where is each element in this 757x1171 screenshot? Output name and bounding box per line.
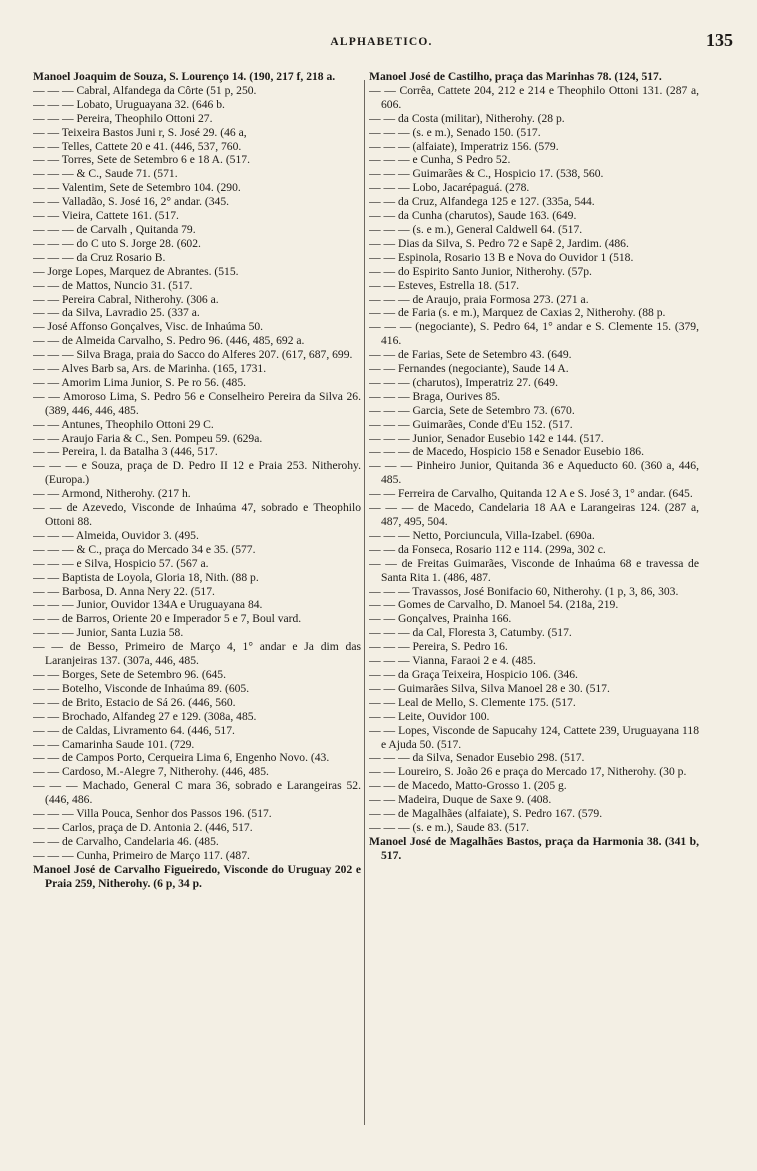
- directory-entry: — — — Travassos, José Bonifacio 60, Nitherohy. (1 p, 3, 86, 303.: [369, 584, 679, 598]
- directory-entry: — — da Fonseca, Rosario 112 e 114. (299a, 302 c.: [369, 542, 606, 556]
- directory-entry: — — — Netto, Porciuncula, Villa-Izabel. (690a.: [369, 528, 595, 542]
- directory-entry: — — Brochado, Alfandeg 27 e 129. (308a, 485.: [33, 709, 257, 723]
- directory-entry: — — do Espirito Santo Junior, Nitherohy. (57p.: [369, 264, 592, 278]
- directory-entry: — — Gonçalves, Prainha 166.: [369, 612, 512, 626]
- directory-entry: — — — de Araujo, praia Formosa 273. (271 a.: [369, 292, 589, 306]
- directory-entry: — — Barbosa, D. Anna Nery 22. (517.: [33, 584, 215, 598]
- directory-entry: — — — e Souza, praça de D. Pedro II 12 e Praia 253. Nitherohy. (Europa.): [33, 459, 361, 487]
- directory-entry: — — de Magalhães (alfaiate), S. Pedro 167. (579.: [369, 807, 603, 821]
- page-number: 135: [706, 30, 733, 50]
- directory-entry: — — de Mattos, Nuncio 31. (517.: [33, 278, 193, 292]
- directory-entry: — — Torres, Sete de Setembro 6 e 18 A. (517.: [33, 153, 250, 167]
- directory-entry: — José Affonso Gonçalves, Visc. de Inhaúma 50.: [33, 320, 264, 334]
- directory-entry: — — — & C., praça do Mercado 34 e 35. (577.: [33, 542, 256, 556]
- directory-entry: — — Vieira, Cattete 161. (517.: [33, 209, 179, 223]
- directory-entry: — — da Costa (militar), Nitherohy. (28 p.: [369, 111, 565, 125]
- directory-entry: — — de Faria (s. e m.), Marquez de Caxias 2, Nitherohy. (88 p.: [369, 306, 666, 320]
- running-title: ALPHABETICO.: [330, 36, 433, 48]
- directory-entry: — — Gomes de Carvalho, D. Manoel 54. (218a, 219.: [369, 598, 619, 612]
- directory-entry: — — — de Carvalh , Quitanda 79.: [33, 222, 196, 236]
- directory-entry: — — — Villa Pouca, Senhor dos Passos 196. (517.: [33, 807, 272, 821]
- directory-entry: — — de Brito, Estacio de Sá 26. (446, 560.: [33, 695, 236, 709]
- directory-entry: — — Leal de Mello, S. Clemente 175. (517.: [369, 695, 576, 709]
- directory-entry: — — de Carvalho, Candelaria 46. (485.: [33, 834, 219, 848]
- directory-entry: — — — (s. e m.), General Caldwell 64. (517.: [369, 222, 583, 236]
- directory-entry: — — — (charutos), Imperatriz 27. (649.: [369, 375, 558, 389]
- directory-entry: Manoel Joaquim de Souza, S. Lourenço 14. (190, 217 f, 218 a.: [33, 70, 336, 83]
- column-divider: [364, 80, 365, 1125]
- directory-entry: — — Camarinha Saude 101. (729.: [33, 737, 195, 751]
- directory-entry: — — Fernandes (negociante), Saude 14 A.: [369, 362, 569, 376]
- left-column: [33, 70, 361, 1160]
- directory-entry: — Jorge Lopes, Marquez de Abrantes. (515.: [33, 264, 239, 278]
- directory-entry: — — Araujo Faria & C., Sen. Pompeu 59. (629a.: [33, 431, 263, 445]
- directory-entry: — — da Cruz, Alfandega 125 e 127. (335a, 544.: [369, 195, 595, 209]
- directory-entry: — — Teixeira Bastos Juni r, S. José 29. (46 a,: [33, 125, 247, 139]
- directory-entry: — — — Braga, Ourives 85.: [369, 389, 501, 403]
- directory-entry: — — — da Cruz Rosario B.: [33, 250, 166, 264]
- directory-entry: — — da Graça Teixeira, Hospicio 106. (346.: [369, 667, 578, 681]
- directory-entry: — — — Pereira, S. Pedro 16.: [369, 640, 508, 654]
- directory-entry: — — — (alfaiate), Imperatriz 156. (579.: [369, 139, 559, 153]
- directory-entry: — — Alves Barb sa, Ars. de Marinha. (165, 1731.: [33, 362, 267, 376]
- directory-entry: — — Borges, Sete de Setembro 96. (645.: [33, 667, 226, 681]
- directory-entry: — — Pereira, l. da Batalha 3 (446, 517.: [33, 445, 218, 459]
- directory-entry: — — Telles, Cattete 20 e 41. (446, 537, 760.: [33, 139, 242, 153]
- directory-entry: — — Loureiro, S. João 26 e praça do Mercado 17, Nitherohy. (30 p.: [369, 765, 687, 779]
- directory-entry: — — da Cunha (charutos), Saude 163. (649.: [369, 209, 577, 223]
- directory-entry: — — — de Macedo, Hospicio 158 e Senador Eusebio 186.: [369, 445, 644, 459]
- directory-entry: — — — Cabral, Alfandega da Côrte (51 p, 250.: [33, 83, 257, 97]
- directory-entry: — — de Farias, Sete de Setembro 43. (649.: [369, 348, 572, 362]
- directory-entry: — — Ferreira de Carvalho, Quitanda 12 A e S. José 3, 1° andar. (645.: [369, 487, 693, 501]
- directory-entry: — — — Junior, Santa Luzia 58.: [33, 626, 184, 640]
- directory-entry: — — Leite, Ouvidor 100.: [369, 709, 490, 723]
- directory-entry: Manoel José de Castilho, praça das Marinhas 78. (124, 517.: [369, 70, 662, 83]
- directory-entry: — — Lopes, Visconde de Sapucahy 124, Cattete 239, Uruguayana 118 e Ajuda 50. (517.: [369, 723, 699, 751]
- directory-entry: — — — (negociante), S. Pedro 64, 1° andar e S. Clemente 15. (379, 416.: [369, 320, 699, 348]
- directory-entry: — — — Pinheiro Junior, Quitanda 36 e Aqueducto 60. (360 a, 446, 485.: [369, 459, 699, 487]
- directory-entry: — — Valladão, S. José 16, 2° andar. (345.: [33, 195, 230, 209]
- directory-entry: — — — e Cunha, S Pedro 52.: [369, 153, 511, 167]
- directory-entry: — — — (s. e m.), Senado 150. (517.: [369, 125, 541, 139]
- directory-entry: — — de Freitas Guimarães, Visconde de Inhaúma 68 e travessa de Santa Rita 1. (486, 487.: [369, 556, 699, 584]
- directory-entry: — — Cardoso, M.-Alegre 7, Nitherohy. (446, 485.: [33, 765, 269, 779]
- directory-entry: — — Antunes, Theophilo Ottoni 29 C.: [33, 417, 214, 431]
- directory-entry: — — — Guimarães & C., Hospicio 17. (538, 560.: [369, 167, 604, 181]
- directory-entry: — — — Guimarães, Conde d'Eu 152. (517.: [369, 417, 573, 431]
- directory-entry: — — — de Macedo, Candelaria 18 AA e Larangeiras 124. (287 a, 487, 495, 504.: [369, 501, 699, 528]
- directory-entry: — — — Lobato, Uruguayana 32. (646 b.: [33, 97, 225, 111]
- directory-entry: — — Madeira, Duque de Saxe 9. (408.: [369, 793, 552, 807]
- directory-entry: — — Pereira Cabral, Nitherohy. (306 a.: [33, 292, 219, 306]
- directory-entry: — — Espinola, Rosario 13 B e Nova do Ouvidor 1 (518.: [369, 250, 634, 264]
- right-column: [369, 70, 699, 1160]
- directory-entry: — — — Machado, General C mara 36, sobrado e Larangeiras 52. (446, 486.: [33, 779, 361, 807]
- directory-entry: — — de Besso, Primeiro de Março 4, 1° andar e Ja dim das Laranjeiras 137. (307a, 446, 485.: [33, 640, 361, 668]
- directory-entry: — — Botelho, Visconde de Inhaúma 89. (605.: [33, 681, 250, 695]
- directory-entry: — — — Silva Braga, praia do Sacco do Alferes 207. (617, 687, 699.: [33, 348, 353, 362]
- directory-entry: — — Guimarães Silva, Silva Manoel 28 e 30. (517.: [369, 681, 610, 695]
- directory-entry: — — — Pereira, Theophilo Ottoni 27.: [33, 111, 213, 125]
- directory-entry: — — — & C., Saude 71. (571.: [33, 167, 178, 181]
- directory-entry: — — — Lobo, Jacarépaguá. (278.: [369, 181, 530, 195]
- directory-entry: — — de Almeida Carvalho, S. Pedro 96. (446, 485, 692 a.: [33, 334, 305, 348]
- directory-entry: — — — (s. e m.), Saude 83. (517.: [369, 820, 530, 834]
- directory-entry: — — Baptista de Loyola, Gloria 18, Nith. (88 p.: [33, 570, 259, 584]
- directory-entry: — — Armond, Nitherohy. (217 h.: [33, 487, 191, 501]
- directory-entry: — — Amorim Lima Junior, S. Pe ro 56. (485.: [33, 375, 247, 389]
- page-header: [30, 32, 733, 54]
- directory-entry: — — — Junior, Ouvidor 134A e Uruguayana 84.: [33, 598, 263, 612]
- directory-entry: — — Corrêa, Cattete 204, 212 e 214 e Theophilo Ottoni 131. (287 a, 606.: [369, 83, 699, 111]
- directory-entry: — — — Almeida, Ouvidor 3. (495.: [33, 528, 199, 542]
- directory-entry: — — de Caldas, Livramento 64. (446, 517.: [33, 723, 235, 737]
- directory-entry: — — — Vianna, Faraoi 2 e 4. (485.: [369, 654, 536, 668]
- directory-entry: — — — e Silva, Hospicio 57. (567 a.: [33, 556, 209, 570]
- directory-entry: Manoel José de Carvalho Figueiredo, Visconde do Uruguay 202 e Praia 259, Nitherohy. (6 p, 34 p.: [33, 862, 361, 890]
- directory-entry: — — Esteves, Estrella 18. (517.: [369, 278, 520, 292]
- directory-entry: — — de Macedo, Matto-Grosso 1. (205 g.: [369, 779, 567, 793]
- directory-entry: — — — Junior, Senador Eusebio 142 e 144. (517.: [369, 431, 604, 445]
- directory-entry: — — de Azevedo, Visconde de Inhaúma 47, sobrado e Theophilo Ottoni 88.: [33, 501, 361, 528]
- directory-entry: — — — Garcia, Sete de Setembro 73. (670.: [369, 403, 575, 417]
- directory-entry: — — Carlos, praça de D. Antonia 2. (446, 517.: [33, 820, 253, 834]
- directory-entry: — — Amoroso Lima, S. Pedro 56 e Conselheiro Pereira da Silva 26. (389, 446, 446, 485.: [33, 389, 361, 417]
- directory-entry: — — — da Silva, Senador Eusebio 298. (517.: [369, 751, 585, 765]
- directory-entry: — — — da Cal, Floresta 3, Catumby. (517.: [369, 626, 572, 640]
- directory-entry: Manoel José de Magalhães Bastos, praça da Harmonia 38. (341 b, 517.: [369, 834, 699, 862]
- directory-entry: — — de Campos Porto, Cerqueira Lima 6, Engenho Novo. (43.: [33, 751, 330, 765]
- directory-entry: — — — do C uto S. Jorge 28. (602.: [33, 236, 201, 250]
- directory-entry: — — — Cunha, Primeiro de Março 117. (487.: [33, 848, 250, 862]
- directory-entry: — — Dias da Silva, S. Pedro 72 e Sapê 2, Jardim. (486.: [369, 236, 629, 250]
- directory-entry: — — de Barros, Oriente 20 e Imperador 5 e 7, Boul vard.: [33, 612, 302, 626]
- directory-entry: — — da Silva, Lavradio 25. (337 a.: [33, 306, 200, 320]
- directory-entry: — — Valentim, Sete de Setembro 104. (290.: [33, 181, 241, 195]
